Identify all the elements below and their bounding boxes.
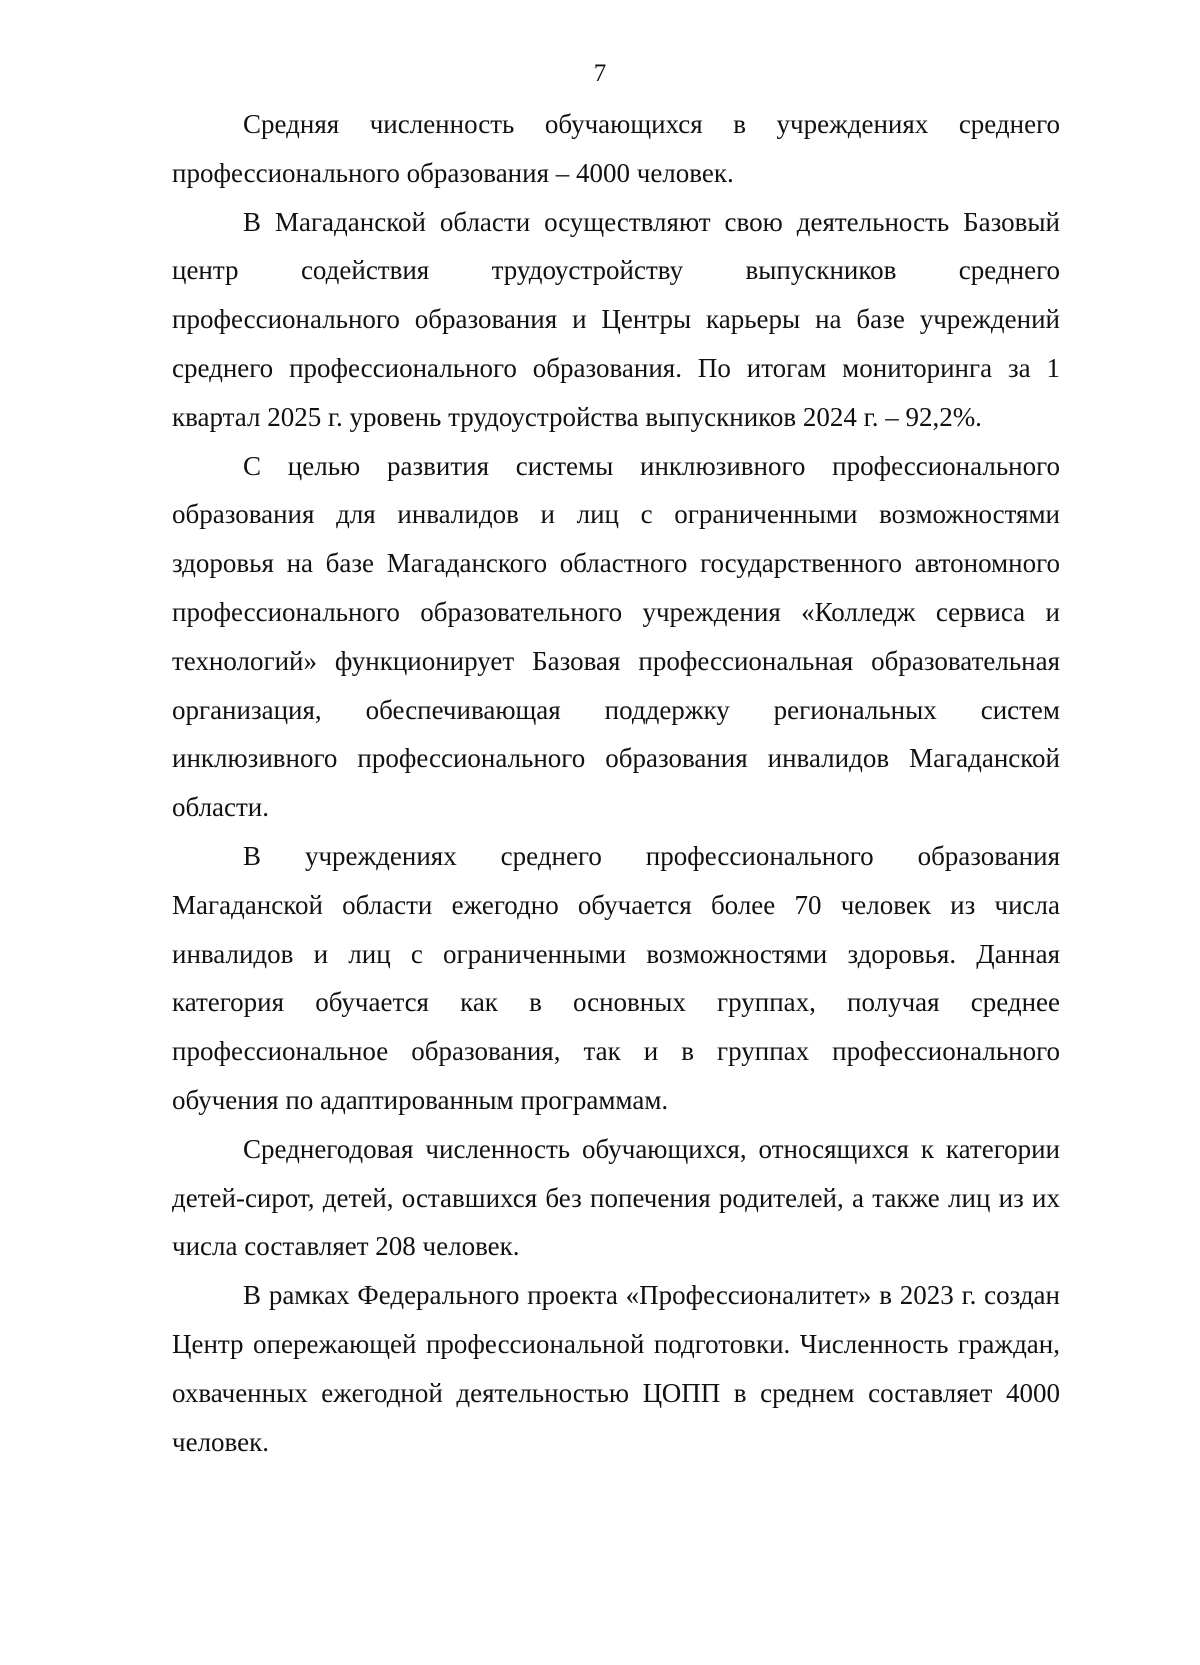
document-body	[172, 100, 1060, 1466]
paragraph-inclusive-education: С целью развития системы инклюзивного профессионального образования для инвалидов и лиц с ограниченными возможностями здоровья на базе Магаданского областного государственного автономного профессионального образовательного учреждения «Колледж сервиса и технологий» функционирует Базовая профессиональная образовательная организация, обеспечивающая поддержку региональных систем инклюзивного профессионального образования инвалидов Магаданской области.	[172, 450, 1060, 823]
paragraph-professionalitet: В рамках Федерального проекта «Профессионалитет» в 2023 г. создан Центр опережающей профессиональной подготовки. Численность граждан, охваченных ежегодной деятельностью ЦОПП в среднем составляет 4000 человек.	[172, 1280, 1060, 1457]
paragraph-enrollment: Средняя численность обучающихся в учреждениях среднего профессионального образования – 4000 человек.	[172, 109, 1060, 188]
paragraph-orphans: Среднегодовая численность обучающихся, относящихся к категории детей-сирот, детей, оставшихся без попечения родителей, а также лиц из их числа составляет 208 человек.	[172, 1133, 1060, 1262]
paragraph-career-centers: В Магаданской области осуществляют свою деятельность Базовый центр содействия трудоустройству выпускников среднего профессионального образования и Центры карьеры на базе учреждений среднего профессионального образования. По итогам мониторинга за 1 квартал 2025 г. уровень трудоустройства выпускников 2024 г. – 92,2%.	[172, 206, 1060, 432]
paragraph-disabled-students: В учреждениях среднего профессионального образования Магаданской области ежегодно обучается более 70 человек из числа инвалидов и лиц с ограниченными возможностями здоровья. Данная категория обучается как в основных группах, получая среднее профессиональное образования, так и в группах профессионального обучения по адаптированным программам.	[172, 840, 1060, 1115]
page-number: 7	[593, 60, 607, 87]
